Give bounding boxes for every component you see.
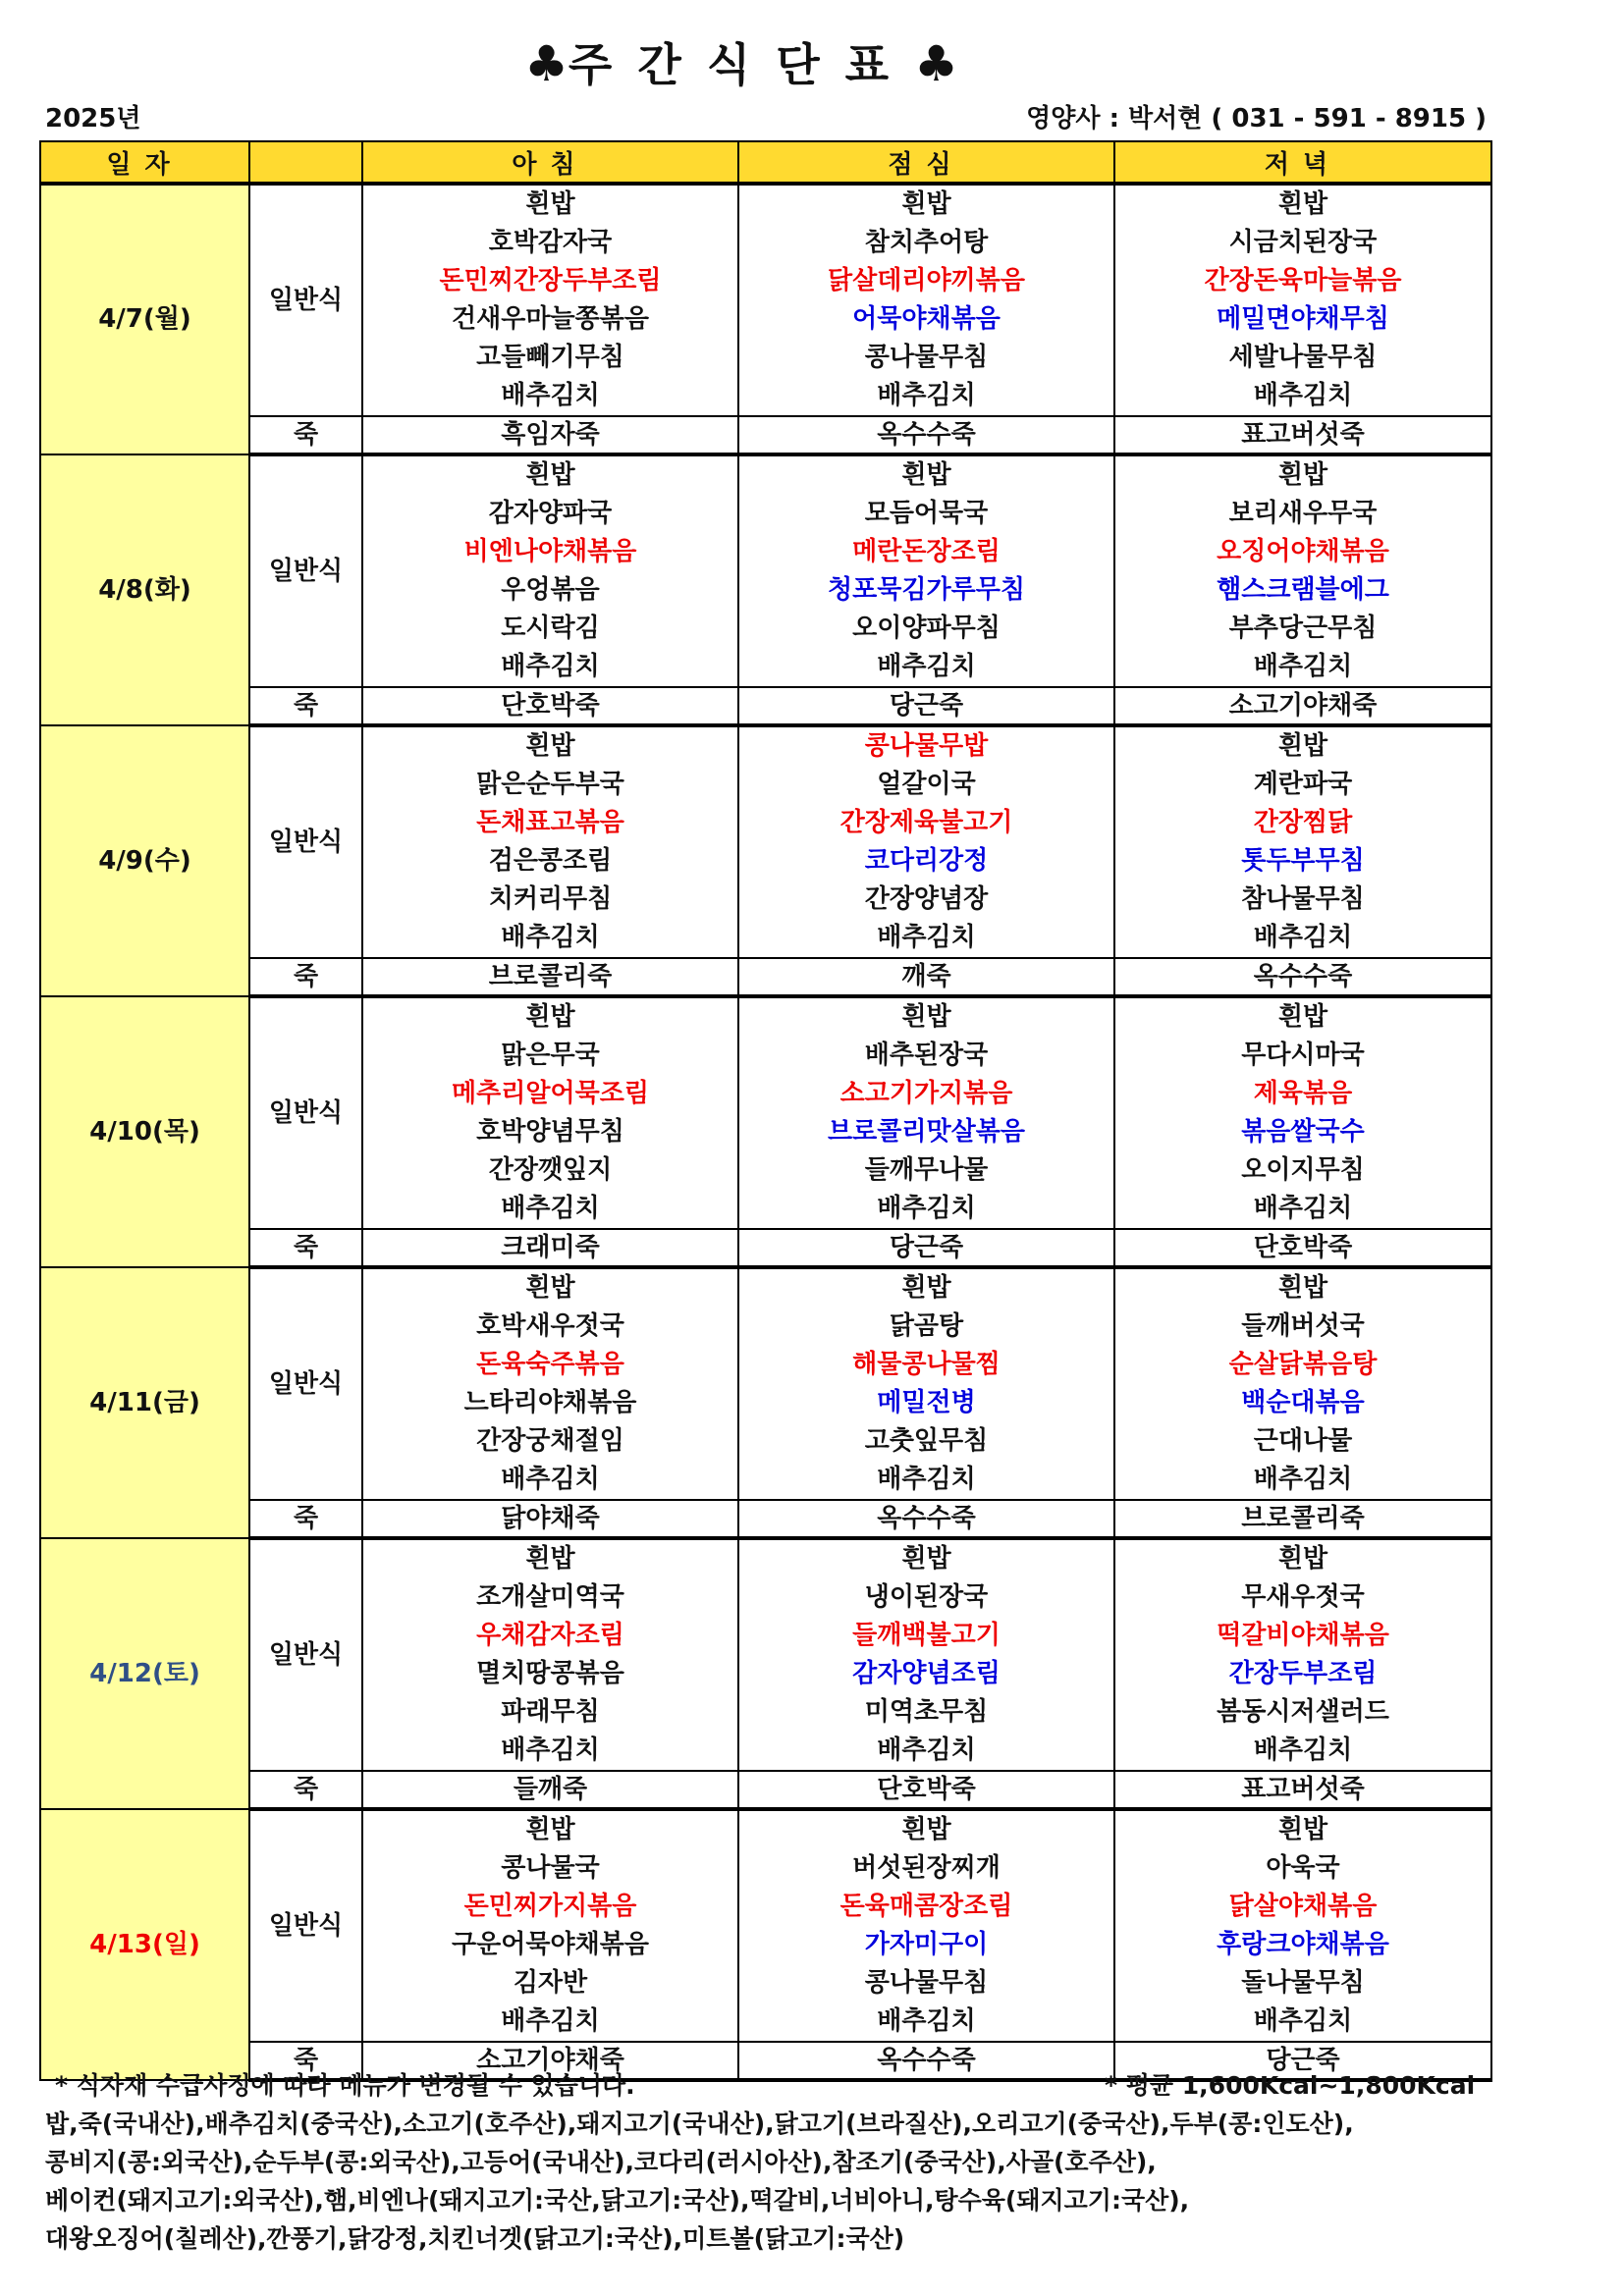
day-date: 4/13(일) bbox=[40, 1809, 249, 2080]
porridge-item: 소고기야채죽 bbox=[1114, 687, 1491, 725]
menu-item: 오이양파무침 bbox=[852, 614, 1001, 643]
lunch-cell bbox=[738, 1538, 1114, 1771]
menu-item: 청포묵김가루무침 bbox=[828, 575, 1025, 605]
menu-item: 배추김치 bbox=[877, 652, 976, 681]
menu-item: 치커리무침 bbox=[488, 884, 613, 914]
day-date: 4/7(월) bbox=[40, 184, 249, 454]
menu-item: 감자양파국 bbox=[488, 499, 613, 528]
day-date: 4/10(목) bbox=[40, 996, 249, 1267]
menu-item: 흰밥 bbox=[525, 1815, 575, 1844]
menu-item: 콩나물무침 bbox=[864, 343, 989, 372]
menu-item: 도시락김 bbox=[501, 614, 600, 643]
menu-item: 배추김치 bbox=[501, 1194, 600, 1223]
nutritionist-info: 영양사 : 박서현 ( 031 - 591 - 8915 ) bbox=[1026, 104, 1487, 133]
menu-item: 아욱국 bbox=[1266, 1853, 1340, 1883]
menu-item: 콩나물무밥 bbox=[864, 731, 989, 761]
menu-item: 메밀전병 bbox=[877, 1388, 976, 1417]
menu-item: 흰밥 bbox=[1277, 460, 1328, 490]
menu-item: 돈육숙주볶음 bbox=[476, 1350, 624, 1379]
menu-item: 배추김치 bbox=[1253, 652, 1353, 681]
porridge-row bbox=[40, 1229, 1491, 1267]
menu-item: 흰밥 bbox=[901, 189, 951, 219]
menu-item: 배추김치 bbox=[501, 652, 600, 681]
day-date: 4/8(화) bbox=[40, 454, 249, 725]
menu-item: 느타리야채볶음 bbox=[463, 1388, 637, 1417]
meal-type-general: 일반식 bbox=[249, 996, 362, 1229]
day-date: 4/12(토) bbox=[40, 1538, 249, 1809]
menu-item: 버섯된장찌개 bbox=[852, 1853, 1001, 1883]
porridge-item: 소고기야채죽 bbox=[362, 2042, 738, 2080]
year-label: 2025년 bbox=[45, 104, 141, 133]
day-row bbox=[40, 996, 1491, 1229]
porridge-item: 옥수수죽 bbox=[738, 416, 1114, 454]
porridge-item: 옥수수죽 bbox=[738, 2042, 1114, 2080]
menu-item: 배추김치 bbox=[501, 381, 600, 410]
menu-item: 돌나물무침 bbox=[1241, 1968, 1365, 1998]
col-header-dinner: 저녁 bbox=[1114, 141, 1491, 184]
menu-item: 돈민찌간장두부조림 bbox=[439, 266, 662, 295]
meal-type-general: 일반식 bbox=[249, 454, 362, 687]
breakfast-cell bbox=[362, 454, 738, 687]
lunch-cell bbox=[738, 1267, 1114, 1500]
menu-item: 돈육매콤장조림 bbox=[839, 1892, 1013, 1921]
menu-item: 호박감자국 bbox=[488, 228, 613, 257]
menu-item: 해물콩나물찜 bbox=[852, 1350, 1001, 1379]
menu-item: 무다시마국 bbox=[1241, 1041, 1365, 1070]
menu-item: 흰밥 bbox=[525, 460, 575, 490]
menu-item: 흰밥 bbox=[901, 1273, 951, 1303]
menu-item: 배추김치 bbox=[1253, 1465, 1353, 1494]
menu-item: 흰밥 bbox=[1277, 731, 1328, 761]
menu-item: 떡갈비야채볶음 bbox=[1217, 1621, 1389, 1650]
dinner-cell bbox=[1114, 996, 1491, 1229]
menu-item: 돈채표고볶음 bbox=[476, 808, 624, 837]
club-symbol-icon: ♣ bbox=[524, 35, 568, 92]
porridge-item: 단호박죽 bbox=[362, 687, 738, 725]
weekly-menu-table bbox=[39, 140, 1492, 2082]
menu-item: 간장양념장 bbox=[864, 884, 989, 914]
origin-line: 밥,죽(국내산),배추김치(중국산),소고기(호주산),돼지고기(국내산),닭고기(브라질산),오리고기(중국산),두부(콩:인도산), bbox=[45, 2109, 1354, 2138]
menu-item: 제육볶음 bbox=[1253, 1079, 1353, 1108]
menu-item: 오이지무침 bbox=[1241, 1155, 1365, 1185]
lunch-cell bbox=[738, 454, 1114, 687]
col-header-breakfast: 아침 bbox=[362, 141, 738, 184]
menu-item: 후랑크야채볶음 bbox=[1217, 1930, 1389, 1959]
menu-item: 백순대볶음 bbox=[1241, 1388, 1365, 1417]
meal-type-porridge: 죽 bbox=[249, 2042, 362, 2080]
menu-item: 검은콩조림 bbox=[488, 846, 613, 876]
menu-item: 구운어묵야채볶음 bbox=[452, 1930, 649, 1959]
menu-item: 무새우젓국 bbox=[1241, 1582, 1365, 1612]
menu-item: 코다리강정 bbox=[864, 846, 989, 876]
menu-item: 소고기가지볶음 bbox=[839, 1079, 1013, 1108]
breakfast-cell bbox=[362, 1538, 738, 1771]
menu-item: 볶음쌀국수 bbox=[1241, 1117, 1365, 1147]
menu-item: 고춧잎무침 bbox=[864, 1426, 989, 1456]
porridge-item: 닭야채죽 bbox=[362, 1500, 738, 1538]
meal-type-porridge: 죽 bbox=[249, 416, 362, 454]
menu-item: 감자양념조림 bbox=[852, 1659, 1001, 1688]
porridge-item: 표고버섯죽 bbox=[1114, 416, 1491, 454]
menu-item: 참나물무침 bbox=[1241, 884, 1365, 914]
menu-item: 간장궁채절임 bbox=[476, 1426, 624, 1456]
day-row bbox=[40, 725, 1491, 958]
menu-item: 냉이된장국 bbox=[864, 1582, 989, 1612]
menu-item: 건새우마늘쫑볶음 bbox=[452, 304, 649, 334]
porridge-item: 흑임자죽 bbox=[362, 416, 738, 454]
origin-line: 대왕오징어(칠레산),깐풍기,닭강정,치킨너겟(닭고기:국산),미트볼(닭고기:국산) bbox=[45, 2224, 905, 2253]
menu-item: 배추된장국 bbox=[864, 1041, 989, 1070]
meal-type-porridge: 죽 bbox=[249, 1771, 362, 1809]
menu-item: 어묵야채볶음 bbox=[852, 304, 1001, 334]
menu-item: 간장두부조림 bbox=[1228, 1659, 1378, 1688]
dinner-cell bbox=[1114, 1538, 1491, 1771]
menu-item: 맑은순두부국 bbox=[476, 770, 624, 799]
menu-item: 보리새우무국 bbox=[1228, 499, 1378, 528]
menu-item: 흰밥 bbox=[1277, 1815, 1328, 1844]
menu-item: 배추김치 bbox=[877, 1465, 976, 1494]
meal-type-general: 일반식 bbox=[249, 1267, 362, 1500]
table-header-row bbox=[40, 141, 1491, 184]
origin-line: 베이컨(돼지고기:외국산),햄,비엔나(돼지고기:국산,닭고기:국산),떡갈비,너비아니,탕수육(돼지고기:국산), bbox=[45, 2186, 1190, 2215]
menu-item: 메란돈장조림 bbox=[852, 537, 1001, 566]
menu-item: 흰밥 bbox=[1277, 1544, 1328, 1574]
porridge-item: 당근죽 bbox=[738, 687, 1114, 725]
porridge-row bbox=[40, 416, 1491, 454]
menu-item: 배추김치 bbox=[1253, 381, 1353, 410]
menu-item: 닭살야채볶음 bbox=[1228, 1892, 1378, 1921]
menu-item: 햄스크램블에그 bbox=[1217, 575, 1389, 605]
menu-item: 계란파국 bbox=[1253, 770, 1353, 799]
breakfast-cell bbox=[362, 725, 738, 958]
menu-item: 돈민찌가지볶음 bbox=[463, 1892, 637, 1921]
porridge-item: 들깨죽 bbox=[362, 1771, 738, 1809]
menu-item: 봄동시저샐러드 bbox=[1217, 1697, 1389, 1727]
porridge-item: 당근죽 bbox=[1114, 2042, 1491, 2080]
menu-item: 배추김치 bbox=[1253, 923, 1353, 952]
day-date: 4/11(금) bbox=[40, 1267, 249, 1538]
calorie-notice: * 평균 1,600Kcal~1,800Kcal bbox=[1105, 2071, 1476, 2100]
menu-item: 들깨무나물 bbox=[864, 1155, 989, 1185]
menu-item: 모듬어묵국 bbox=[864, 499, 989, 528]
porridge-item: 깨죽 bbox=[738, 958, 1114, 996]
menu-item: 흰밥 bbox=[901, 1544, 951, 1574]
menu-item: 배추김치 bbox=[877, 1735, 976, 1765]
breakfast-cell bbox=[362, 996, 738, 1229]
menu-item: 배추김치 bbox=[501, 2006, 600, 2036]
menu-item: 콩나물무침 bbox=[864, 1968, 989, 1998]
menu-item: 배추김치 bbox=[501, 1735, 600, 1765]
menu-item: 부추당근무침 bbox=[1228, 614, 1378, 643]
menu-item: 닭곰탕 bbox=[889, 1311, 964, 1341]
menu-body bbox=[40, 184, 1491, 2080]
day-row bbox=[40, 184, 1491, 416]
menu-item: 간장찜닭 bbox=[1253, 808, 1353, 837]
menu-item: 흰밥 bbox=[1277, 1273, 1328, 1303]
menu-item: 배추김치 bbox=[1253, 1735, 1353, 1765]
menu-item: 오징어야채볶음 bbox=[1217, 537, 1389, 566]
breakfast-cell bbox=[362, 184, 738, 416]
meal-type-porridge: 죽 bbox=[249, 687, 362, 725]
club-symbol-icon: ♣ bbox=[914, 35, 958, 92]
menu-item: 흰밥 bbox=[525, 189, 575, 219]
menu-item: 메추리알어묵조림 bbox=[452, 1079, 649, 1108]
menu-item: 흰밥 bbox=[525, 1544, 575, 1574]
col-header-date: 일자 bbox=[40, 141, 249, 184]
lunch-cell bbox=[738, 1809, 1114, 2042]
menu-item: 흰밥 bbox=[525, 731, 575, 761]
lunch-cell bbox=[738, 184, 1114, 416]
menu-item: 배추김치 bbox=[877, 381, 976, 410]
meal-type-porridge: 죽 bbox=[249, 1229, 362, 1267]
day-date: 4/9(수) bbox=[40, 725, 249, 996]
menu-item: 들깨백불고기 bbox=[852, 1621, 1001, 1650]
menu-item: 톳두부무침 bbox=[1241, 846, 1365, 876]
menu-item: 우엉볶음 bbox=[501, 575, 600, 605]
menu-item: 김자반 bbox=[513, 1968, 588, 1998]
porridge-item: 브로콜리죽 bbox=[362, 958, 738, 996]
meal-type-general: 일반식 bbox=[249, 184, 362, 416]
menu-item: 흰밥 bbox=[901, 460, 951, 490]
menu-item: 순살닭볶음탕 bbox=[1228, 1350, 1378, 1379]
porridge-item: 표고버섯죽 bbox=[1114, 1771, 1491, 1809]
menu-item: 흰밥 bbox=[901, 1002, 951, 1032]
col-header-lunch: 점심 bbox=[738, 141, 1114, 184]
menu-item: 배추김치 bbox=[877, 1194, 976, 1223]
dinner-cell bbox=[1114, 184, 1491, 416]
menu-item: 메밀면야채무침 bbox=[1217, 304, 1389, 334]
menu-item: 멸치땅콩볶음 bbox=[476, 1659, 624, 1688]
day-row bbox=[40, 1267, 1491, 1500]
lunch-cell bbox=[738, 725, 1114, 958]
meal-type-porridge: 죽 bbox=[249, 958, 362, 996]
menu-item: 호박새우젓국 bbox=[476, 1311, 624, 1341]
menu-item: 배추김치 bbox=[877, 923, 976, 952]
porridge-item: 크래미죽 bbox=[362, 1229, 738, 1267]
meal-type-general: 일반식 bbox=[249, 1809, 362, 2042]
porridge-item: 단호박죽 bbox=[738, 1771, 1114, 1809]
breakfast-cell bbox=[362, 1809, 738, 2042]
menu-item: 흰밥 bbox=[1277, 1002, 1328, 1032]
porridge-row bbox=[40, 1500, 1491, 1538]
menu-item: 호박양념무침 bbox=[476, 1117, 624, 1147]
menu-item: 조개살미역국 bbox=[476, 1582, 624, 1612]
menu-item: 흰밥 bbox=[525, 1273, 575, 1303]
porridge-item: 브로콜리죽 bbox=[1114, 1500, 1491, 1538]
menu-item: 배추김치 bbox=[501, 1465, 600, 1494]
menu-item: 근대나물 bbox=[1253, 1426, 1353, 1456]
day-row bbox=[40, 454, 1491, 687]
menu-item: 우채감자조림 bbox=[476, 1621, 624, 1650]
origin-info bbox=[45, 2105, 1498, 2258]
menu-item: 배추김치 bbox=[877, 2006, 976, 2036]
meal-type-porridge: 죽 bbox=[249, 1500, 362, 1538]
porridge-row bbox=[40, 687, 1491, 725]
menu-item: 시금치된장국 bbox=[1228, 228, 1378, 257]
porridge-row bbox=[40, 1771, 1491, 1809]
dinner-cell bbox=[1114, 1809, 1491, 2042]
menu-item: 비엔나야채볶음 bbox=[463, 537, 637, 566]
menu-item: 미역초무침 bbox=[864, 1697, 989, 1727]
menu-item: 콩나물국 bbox=[501, 1853, 600, 1883]
menu-item: 간장제육불고기 bbox=[839, 808, 1013, 837]
day-row bbox=[40, 1809, 1491, 2042]
porridge-item: 단호박죽 bbox=[1114, 1229, 1491, 1267]
change-notice: * 식자재 수급사정에 따라 메뉴가 변경될 수 있습니다. bbox=[55, 2071, 635, 2100]
porridge-row bbox=[40, 958, 1491, 996]
meal-type-general: 일반식 bbox=[249, 725, 362, 958]
meal-type-general: 일반식 bbox=[249, 1538, 362, 1771]
breakfast-cell bbox=[362, 1267, 738, 1500]
dinner-cell bbox=[1114, 454, 1491, 687]
title-text: 주간식단표 bbox=[568, 38, 915, 91]
menu-item: 가자미구이 bbox=[864, 1930, 989, 1959]
page-title bbox=[0, 29, 1483, 94]
porridge-item: 옥수수죽 bbox=[738, 1500, 1114, 1538]
menu-item: 닭살데리야끼볶음 bbox=[828, 266, 1025, 295]
porridge-item: 당근죽 bbox=[738, 1229, 1114, 1267]
menu-item: 배추김치 bbox=[1253, 2006, 1353, 2036]
menu-item: 간장돈육마늘볶음 bbox=[1204, 266, 1402, 295]
menu-item: 파래무침 bbox=[501, 1697, 600, 1727]
menu-item: 고들빼기무침 bbox=[476, 343, 624, 372]
menu-item: 흰밥 bbox=[525, 1002, 575, 1032]
origin-line: 콩비지(콩:외국산),순두부(콩:외국산),고등어(국내산),코다리(러시아산),참조기(중국산),사골(호주산), bbox=[45, 2148, 1157, 2176]
menu-item: 얼갈이국 bbox=[877, 770, 976, 799]
lunch-cell bbox=[738, 996, 1114, 1229]
menu-item: 들깨버섯국 bbox=[1241, 1311, 1365, 1341]
menu-item: 배추김치 bbox=[1253, 1194, 1353, 1223]
menu-item: 참치추어탕 bbox=[864, 228, 989, 257]
menu-item: 흰밥 bbox=[901, 1815, 951, 1844]
menu-item: 세발나물무침 bbox=[1228, 343, 1378, 372]
menu-item: 흰밥 bbox=[1277, 189, 1328, 219]
day-row bbox=[40, 1538, 1491, 1771]
menu-item: 브로콜리맛살볶음 bbox=[828, 1117, 1025, 1147]
menu-item: 배추김치 bbox=[501, 923, 600, 952]
porridge-item: 옥수수죽 bbox=[1114, 958, 1491, 996]
col-header-type bbox=[249, 141, 362, 184]
dinner-cell bbox=[1114, 725, 1491, 958]
menu-item: 간장깻잎지 bbox=[488, 1155, 613, 1185]
menu-item: 맑은무국 bbox=[501, 1041, 600, 1070]
dinner-cell bbox=[1114, 1267, 1491, 1500]
